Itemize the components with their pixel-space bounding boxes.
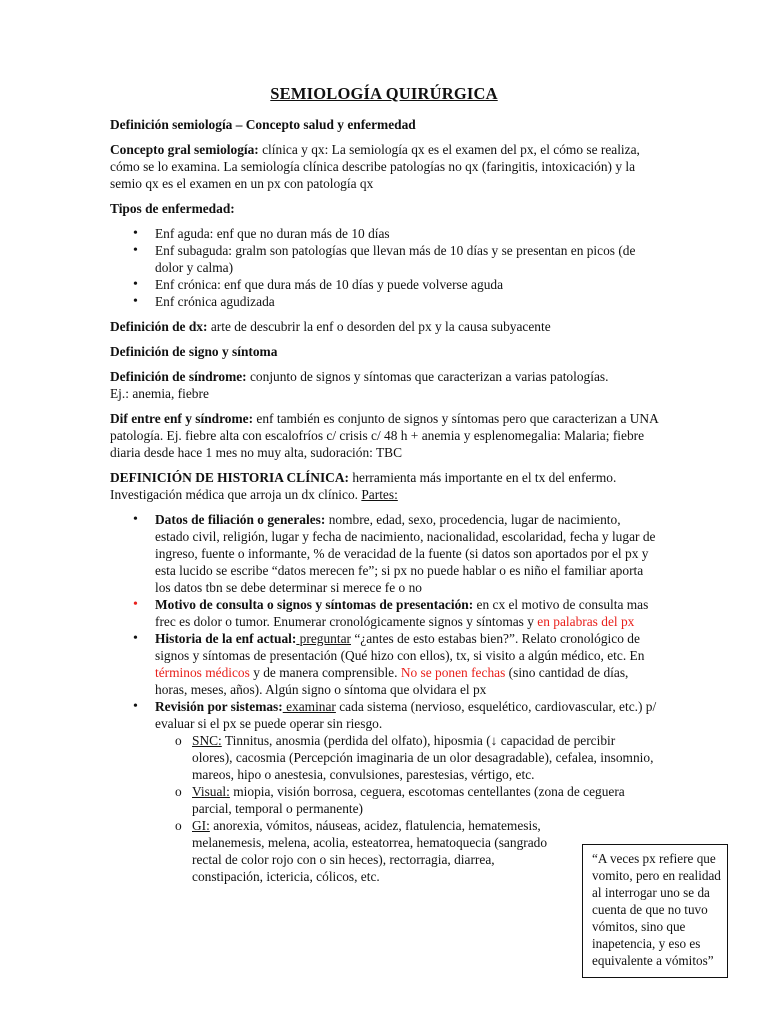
sublist-item-snc <box>192 732 658 783</box>
page-title: SEMIOLOGÍA QUIRÚRGICA <box>270 84 498 103</box>
visual-label: Visual: <box>192 784 230 799</box>
tipos-list <box>110 225 658 310</box>
revision-pre: examinar <box>282 699 336 714</box>
filiacion-text: nombre, edad, sexo, procedencia, lugar de nacimiento, estado civil, religión, lugar y fecha de nacimiento, nacionalidad, escolaridad, fecha y lugar de ingreso, fuente o informante, % de veracidad de la fuente (si datos son aportados por el px y esta lucido se escribe “datos merecen fe”; si px no puede hablar o es niño el familiar aporta los datos tbn se debe determinar si merece fe o no <box>155 512 656 595</box>
historia-actual-pre: preguntar <box>296 631 351 646</box>
list-item: • Enf crónica agudizada <box>155 293 658 310</box>
sindrome-text: conjunto de signos y síntomas que caracterizan a varias patologías. <box>246 369 609 384</box>
list-item: • Enf aguda: enf que no duran más de 10 días <box>155 225 658 242</box>
tipos-heading <box>110 200 658 217</box>
snc-text: Tinnitus, anosmia (perdida del olfato), hiposmia (↓ capacidad de percibir olores), cacosmia (Percepción imaginaria de un olor desagradable), cefalea, insomnio, mareos, hipo o anestesia, convulsiones, parestesias, vértigo, etc. <box>192 733 654 782</box>
filiacion-label: Datos de filiación o generales: <box>155 512 326 527</box>
motivo-red-text: en palabras del px <box>537 614 635 629</box>
historia-actual-label: Historia de la enf actual: <box>155 631 297 646</box>
concepto-label: Concepto gral semiología: <box>110 142 259 157</box>
note-box: “A veces px refiere que vomito, pero en realidad al interrogar uno se da cuenta de que no tuvo vómitos, sino que inapetencia, y eso es equivalente a vómitos” <box>582 844 728 978</box>
dif-label: Dif entre enf y síndrome: <box>110 411 254 426</box>
concepto-paragraph <box>110 141 658 192</box>
historia-label: DEFINICIÓN DE HISTORIA CLÍNICA: <box>110 470 349 485</box>
list-item: • Enf subaguda: gralm son patologías que llevan más de 10 días y se presentan en picos (de dolor y calma) <box>155 242 658 276</box>
revision-text: cada sistema (nervioso, esquelético, cardiovascular, etc.) p/ evaluar si el px se puede operar sin riesgo. <box>155 699 657 731</box>
subtitle <box>110 116 658 133</box>
dif-text: enf también es conjunto de signos y síntomas pero que caracterizan a UNA patología. Ej. fiebre alta con escalofríos c/ crisis c/ 48 h + anemia y esplenomegalia: Malaria; fiebre diaria desde hace 1 mes no muy alta, sudoración: TBC <box>110 411 659 460</box>
visual-text: miopia, visión borrosa, ceguera, escotomas centellantes (zona de ceguera parcial, temporal o permanente) <box>192 784 625 816</box>
dx-text: arte de descubrir la enf o desorden del px y la causa subyacente <box>207 319 551 334</box>
gi-text: anorexia, vómitos, náuseas, acidez, flatulencia, hematemesis, melanemesis, melena, acolia, esteatorrea, hematoquecia (sangrado rectal de color rojo con o sin heces), rectorragia, diarrea, constipación, ictericia, cólicos, etc. <box>192 818 548 884</box>
historia-actual-text2: y de manera comprensible. <box>249 665 401 680</box>
list-item-motivo <box>155 596 658 630</box>
dx-paragraph <box>110 318 658 335</box>
subtitle-text: Definición semiología – Concepto salud y enfermedad <box>110 117 416 132</box>
list-item: • Enf crónica: enf que dura más de 10 días y puede volverse aguda <box>155 276 658 293</box>
revision-label: Revisión por sistemas: <box>155 699 283 714</box>
historia-actual-red2: No se ponen fechas <box>400 665 506 680</box>
sublist-item-visual <box>192 783 658 817</box>
concepto-text: clínica y qx: La semiología qx es el examen del px, el cómo se realiza, cómo se lo examina. La semiología clínica describe patologías no qx (faringitis, intoxicación) y la semio qx es el examen en un px con patología qx <box>110 142 640 191</box>
dif-paragraph <box>110 410 658 461</box>
document-page <box>110 82 658 893</box>
sublist-item-gi <box>192 817 552 885</box>
sindrome-example: Ej.: anemia, fiebre <box>110 386 209 401</box>
gi-label: GI: <box>192 818 210 833</box>
signo-label: Definición de signo y síntoma <box>110 344 278 359</box>
historia-paragraph <box>110 469 658 503</box>
tipos-heading-text: Tipos de enfermedad: <box>110 201 235 216</box>
historia-text: herramienta más importante en el tx del enfermo. Investigación médica que arroja un dx clínico. <box>110 470 617 502</box>
list-item-filiacion <box>155 511 658 596</box>
partes-list <box>110 511 658 885</box>
motivo-text: en cx el motivo de consulta mas frec es dolor o tumor. Enumerar cronológicamente signos y síntomas y <box>155 597 649 629</box>
historia-actual-text3: (sino cantidad de días, horas, meses, años). Algún signo o síntoma que olvidara el px <box>155 665 629 697</box>
dx-label: Definición de dx: <box>110 319 208 334</box>
motivo-label: Motivo de consulta o signos y síntomas de presentación: <box>155 597 474 612</box>
sindrome-label: Definición de síndrome: <box>110 369 247 384</box>
historia-actual-red1: términos médicos <box>155 665 250 680</box>
sindrome-paragraph <box>110 368 658 402</box>
partes-label: Partes: <box>361 487 398 502</box>
historia-actual-text1: “¿antes de esto estabas bien?”. Relato cronológico de signos y síntomas de presentación (Qué hizo con ellos), tx, si visito a algún médico, etc. En <box>155 631 645 663</box>
snc-label: SNC: <box>192 733 222 748</box>
signo-heading <box>110 343 658 360</box>
list-item-historia-actual <box>155 630 658 698</box>
